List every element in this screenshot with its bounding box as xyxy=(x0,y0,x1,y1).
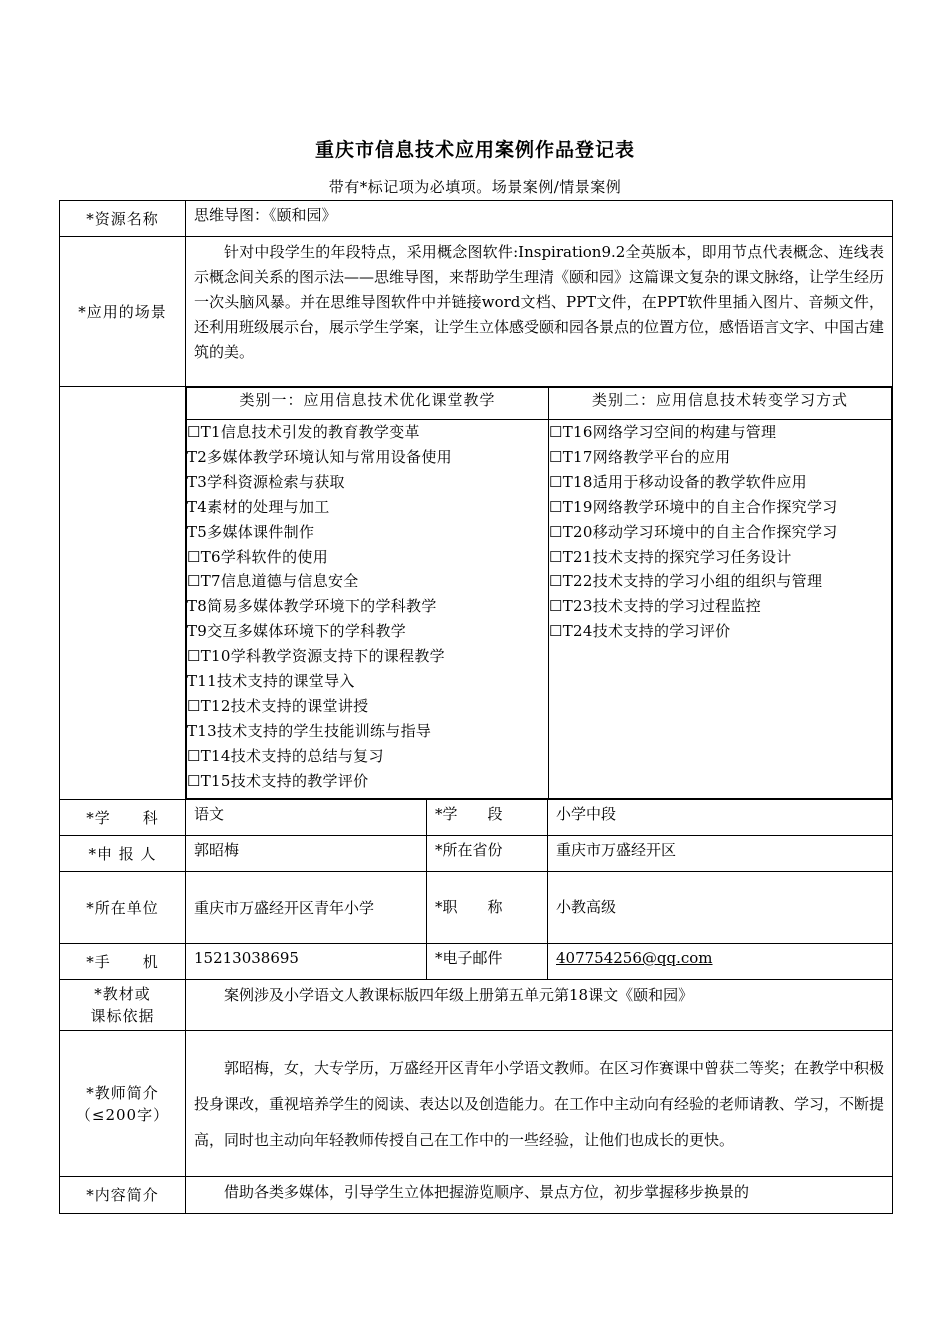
list-item[interactable]: ☐T15技术支持的教学评价 xyxy=(187,771,369,790)
row-scenario xyxy=(60,237,893,387)
email-link[interactable]: 407754256@qq.com xyxy=(556,949,713,967)
applicant-value[interactable]: 郭昭梅 xyxy=(186,836,427,872)
list-item[interactable]: ☐T19网络教学环境中的自主合作探究学习 xyxy=(549,497,838,516)
scenario-text[interactable]: 针对中段学生的年段特点，采用概念图软件:Inspiration9.2全英版本，即用节点代表概念、连线表示概念间关系的图示法——思维导图，来帮助学生理清《颐和园》这篇课文复杂的课文脉络，让学生经历一次头脑风暴。并在思维导图软件中并链接word文档、PPT文件，在PPT软件里插入图片、音频文件，还利用班级展示台，展示学生学案，让学生立体感受颐和园各景点的位置方位，感悟语言文字、中国古建筑的美。 xyxy=(186,237,893,387)
category-one-title: 类别一：应用信息技术优化课堂教学 xyxy=(187,388,549,420)
stage-label: *学 段 xyxy=(427,800,548,836)
list-item[interactable]: T5多媒体课件制作 xyxy=(187,522,315,541)
row-subject xyxy=(60,800,893,836)
teacher-label xyxy=(60,1031,186,1177)
list-item[interactable]: T11技术支持的课堂导入 xyxy=(187,672,355,691)
row-content xyxy=(60,1177,893,1214)
list-item[interactable]: T2多媒体教学环境认知与常用设备使用 xyxy=(187,447,452,466)
list-item[interactable]: ☐T6学科软件的使用 xyxy=(187,547,328,566)
list-item[interactable]: T3学科资源检索与获取 xyxy=(187,472,345,491)
unit-value[interactable]: 重庆市万盛经开区青年小学 xyxy=(186,872,427,944)
list-item[interactable]: ☐T14技术支持的总结与复习 xyxy=(187,746,384,765)
content-text[interactable]: 借助各类多媒体，引导学生立体把握游览顺序、景点方位，初步掌握移步换景的 xyxy=(186,1177,893,1214)
job-title-label: *职 称 xyxy=(427,872,548,944)
row-categories xyxy=(60,387,893,800)
resource-name-label: *资源名称 xyxy=(60,201,186,237)
list-item[interactable]: ☐T1信息技术引发的教育教学变革 xyxy=(187,423,420,441)
resource-name-value[interactable]: 思维导图：《颐和园》 xyxy=(186,201,893,237)
list-item[interactable]: T4素材的处理与加工 xyxy=(187,497,330,516)
textbook-label-line2: 课标依据 xyxy=(90,1007,155,1025)
phone-label: *手 机 xyxy=(60,944,186,980)
teacher-text[interactable]: 郭昭梅，女，大专学历，万盛经开区青年小学语文教师。在区习作赛课中曾获二等奖；在教学中积极投身课改，重视培养学生的阅读、表达以及创造能力。在工作中主动向有经验的老师请教、学习，不断提高，同时也主动向年轻教师传授自己在工作中的一些经验，让他们也成长的更快。 xyxy=(186,1031,893,1177)
list-item[interactable]: ☐T10学科教学资源支持下的课程教学 xyxy=(187,647,445,666)
row-phone xyxy=(60,944,893,980)
category-one-list xyxy=(187,420,549,799)
list-item[interactable]: ☐T20移动学习环境中的自主合作探究学习 xyxy=(549,522,838,541)
row-resource-name xyxy=(60,201,893,237)
content-label: *内容简介 xyxy=(60,1177,186,1214)
categories-label-empty xyxy=(60,387,186,800)
list-item[interactable]: T9交互多媒体环境下的学科教学 xyxy=(187,622,407,641)
email-label: *电子邮件 xyxy=(427,944,548,980)
category-two-title: 类别二：应用信息技术转变学习方式 xyxy=(549,388,892,420)
page-subtitle: 带有*标记项为必填项。场景案例/情景案例 xyxy=(328,178,622,196)
job-title-value[interactable]: 小教高级 xyxy=(548,872,893,944)
scenario-label: *应用的场景 xyxy=(60,237,186,387)
stage-value[interactable]: 小学中段 xyxy=(548,800,893,836)
teacher-label-line1: *教师简介 xyxy=(86,1083,159,1102)
email-cell xyxy=(548,944,893,980)
list-item[interactable]: ☐T17网络教学平台的应用 xyxy=(549,447,731,466)
list-item[interactable]: ☐T22技术支持的学习小组的组织与管理 xyxy=(549,572,823,591)
categories-cell xyxy=(186,387,893,800)
subject-value[interactable]: 语文 xyxy=(186,800,427,836)
row-textbook xyxy=(60,980,893,1031)
list-item[interactable]: T13技术支持的学生技能训练与指导 xyxy=(187,721,432,740)
province-label: *所在省份 xyxy=(427,836,548,872)
list-item[interactable]: ☐T23技术支持的学习过程监控 xyxy=(549,597,762,616)
subject-label: *学 科 xyxy=(60,800,186,836)
phone-value[interactable]: 15213038695 xyxy=(186,944,427,980)
list-item[interactable]: ☐T16网络学习空间的构建与管理 xyxy=(549,423,777,441)
category-two-list xyxy=(549,420,892,799)
list-item[interactable]: T8简易多媒体教学环境下的学科教学 xyxy=(187,597,437,616)
row-applicant xyxy=(60,836,893,872)
categories-table xyxy=(186,387,892,799)
list-item[interactable]: ☐T18适用于移动设备的教学软件应用 xyxy=(549,472,807,491)
list-item[interactable]: ☐T12技术支持的课堂讲授 xyxy=(187,696,369,715)
applicant-label: *申 报 人 xyxy=(60,836,186,872)
row-teacher xyxy=(60,1031,893,1177)
row-unit xyxy=(60,872,893,944)
unit-label: *所在单位 xyxy=(60,872,186,944)
list-item[interactable]: ☐T7信息道德与信息安全 xyxy=(187,572,359,591)
textbook-label xyxy=(60,980,186,1031)
teacher-label-line2: （≤200字） xyxy=(75,1105,170,1124)
list-item[interactable]: ☐T24技术支持的学习评价 xyxy=(549,622,731,641)
page-title: 重庆市信息技术应用案例作品登记表 xyxy=(314,139,635,161)
list-item[interactable]: ☐T21技术支持的探究学习任务设计 xyxy=(549,547,792,566)
textbook-text[interactable]: 案例涉及小学语文人教课标版四年级上册第五单元第18课文《颐和园》 xyxy=(186,980,893,1031)
province-value[interactable]: 重庆市万盛经开区 xyxy=(548,836,893,872)
registration-form xyxy=(59,200,893,1214)
textbook-label-line1: *教材或 xyxy=(94,985,151,1003)
